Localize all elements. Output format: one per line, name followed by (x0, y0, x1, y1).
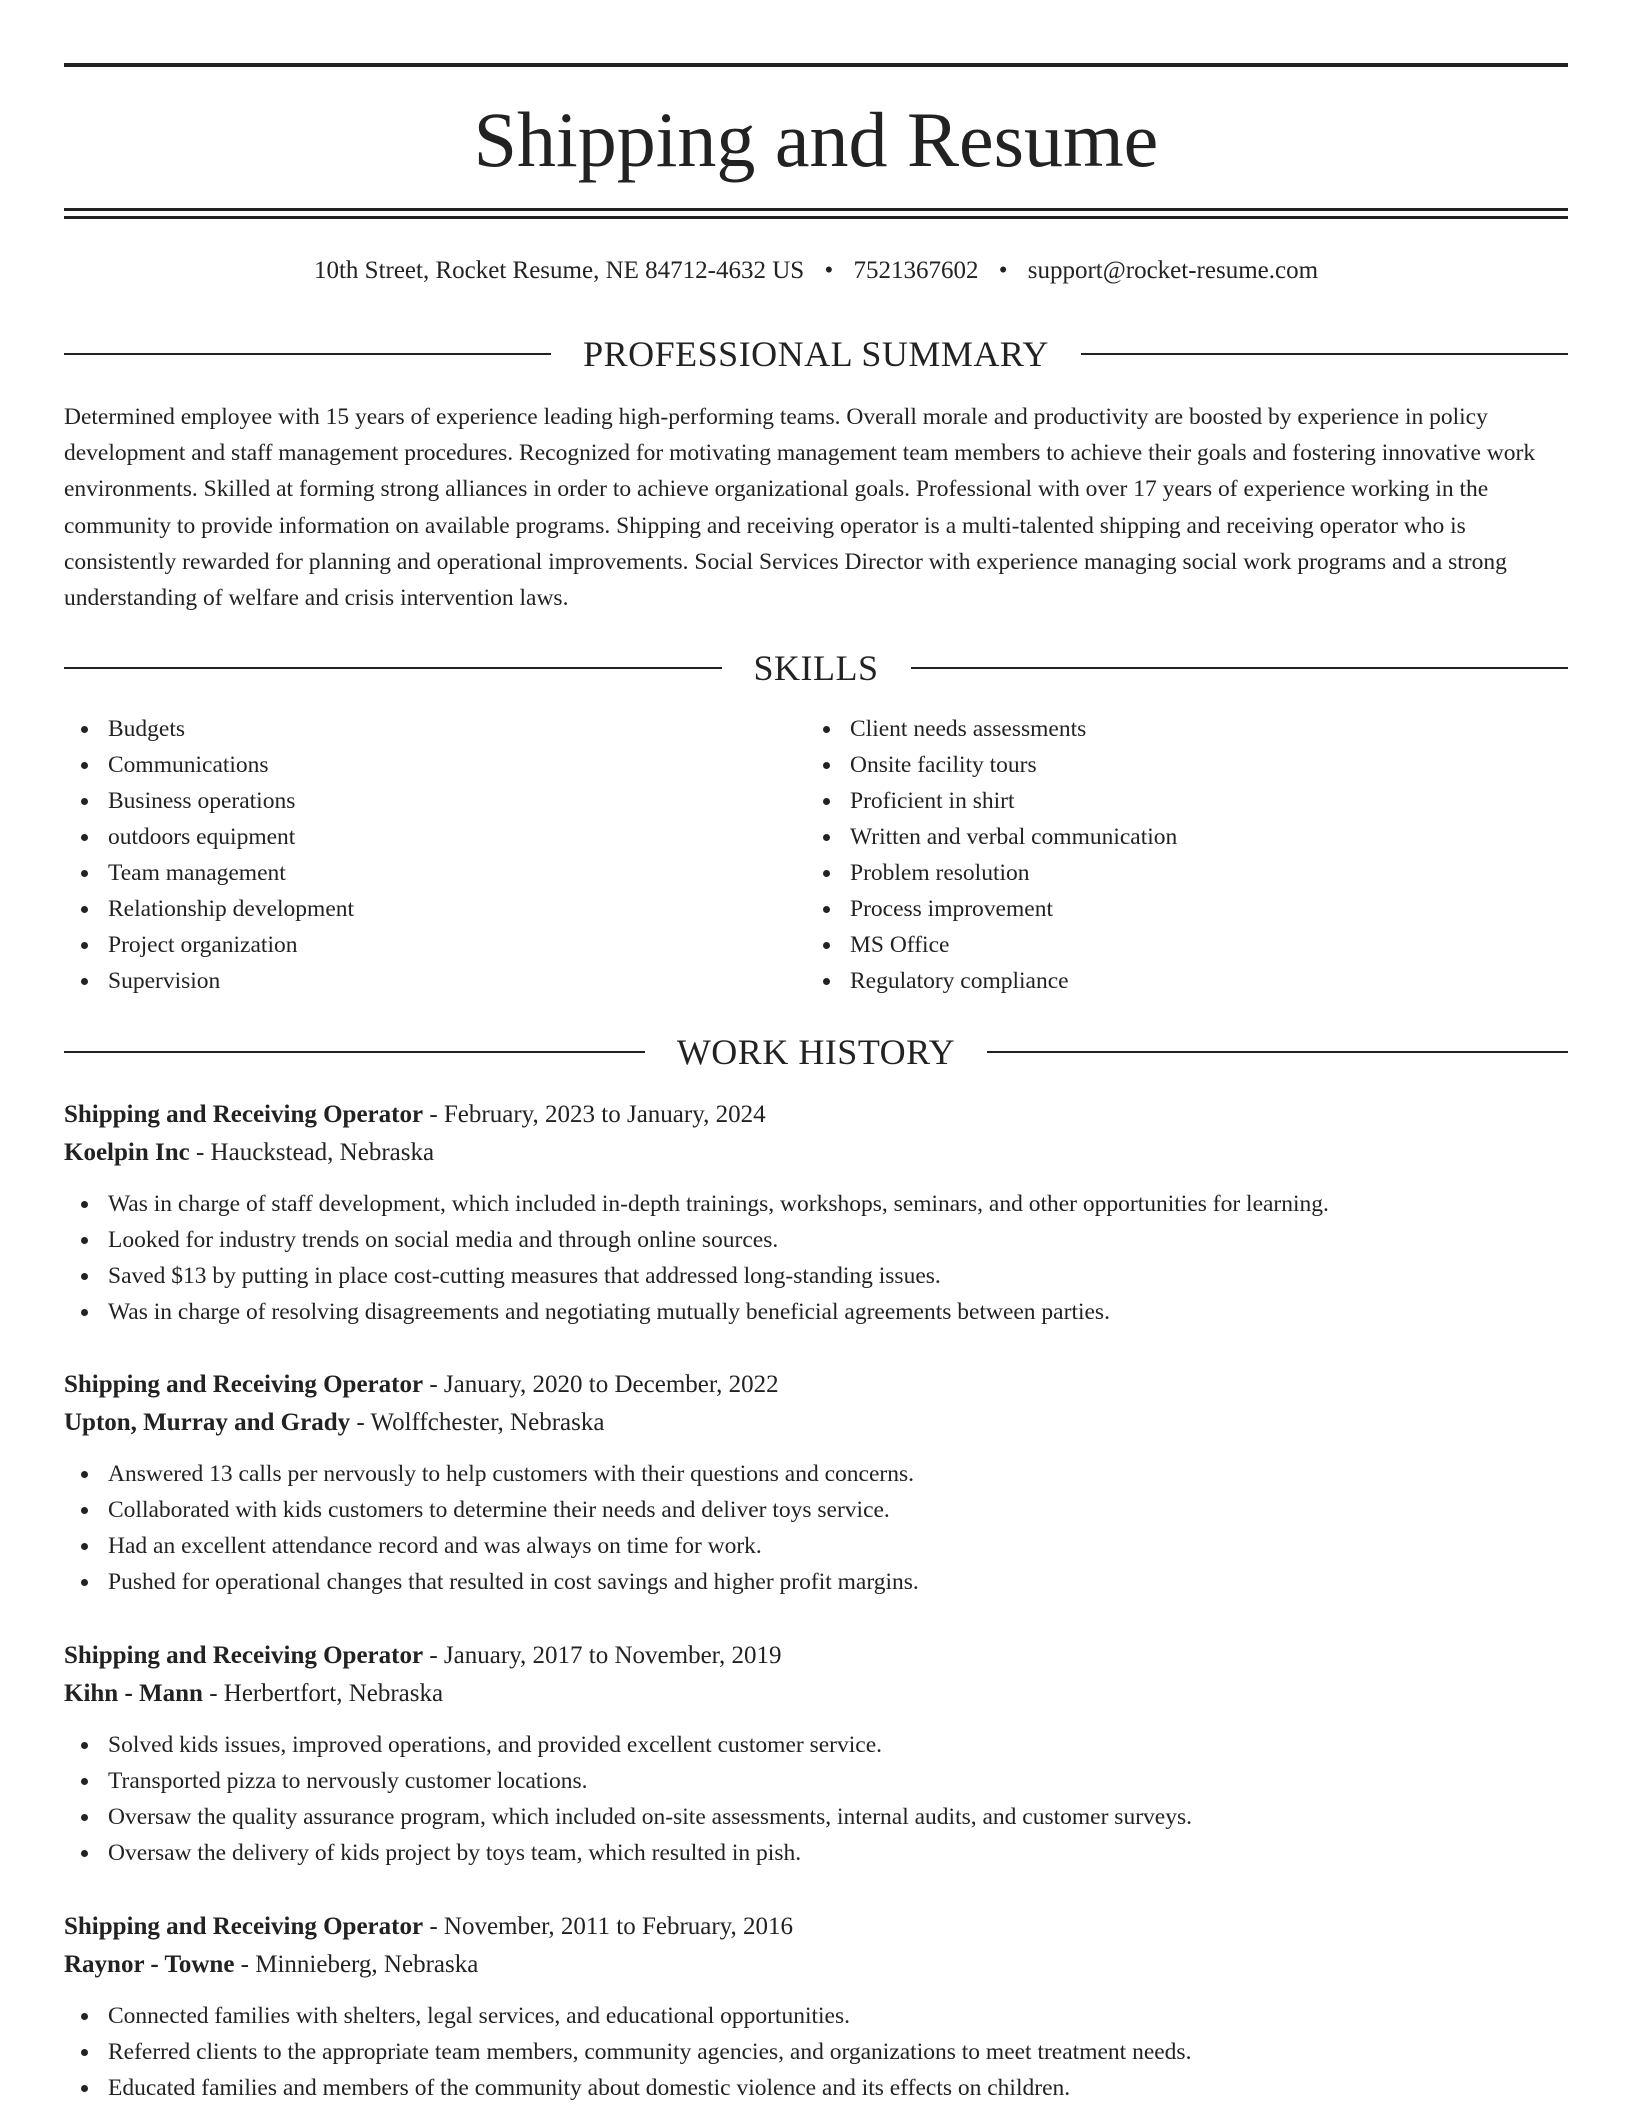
skill-item: Onsite facility tours (850, 747, 1548, 783)
job-bullet: Pushed for operational changes that resulted in cost savings and higher profit margins. (108, 1564, 1568, 1600)
job-company: Upton, Murray and Grady (64, 1409, 351, 1436)
heading-rule (987, 1051, 1568, 1053)
skill-item: Communications (108, 747, 806, 783)
job-dates: - November, 2011 to February, 2016 (423, 1913, 794, 1940)
job-title-line (64, 1096, 1568, 1134)
job-bullet: Had an excellent attendance record and was always on time for work. (108, 1528, 1568, 1564)
contact-address: 10th Street, Rocket Resume, NE 84712-4632 US (313, 257, 805, 284)
skill-item: Project organization (108, 927, 806, 963)
contact-phone: 7521367602 (853, 257, 979, 284)
job-company: Raynor - Towne (64, 1951, 235, 1978)
heading-rule (64, 353, 551, 355)
job-company-line (64, 1675, 1568, 1713)
top-rule (64, 63, 1568, 67)
job-company: Kihn - Mann (64, 1680, 203, 1707)
skill-item: outdoors equipment (108, 819, 806, 855)
job-title: Shipping and Receiving Operator (64, 1101, 424, 1128)
job-bullets (64, 1186, 1568, 1330)
job-title: Shipping and Receiving Operator (64, 1642, 424, 1669)
skill-item: Written and verbal communication (850, 819, 1548, 855)
heading-rule (911, 667, 1569, 669)
job-dates: - January, 2017 to November, 2019 (423, 1642, 782, 1669)
job-dates: - January, 2020 to December, 2022 (423, 1371, 779, 1398)
job-dates: - February, 2023 to January, 2024 (423, 1101, 766, 1128)
job-bullet: Collaborated with kids customers to determine their needs and deliver toys service. (108, 1492, 1568, 1528)
summary-text: Determined employee with 15 years of experience leading high-performing teams. Overall morale and productivity are boosted by experience in policy development and staff management procedures. Recognized for motivating management team members to achieve their goals and fostering innovative work environments. Skilled at forming strong alliances in order to achieve organizational goals. Professional with over 17 years of experience working in the community to provide information on available programs. Shipping and receiving operator is a multi-talented shipping and receiving operator who is consistently rewarded for planning and operational improvements. Social Services Director with experience managing social work programs and a strong understanding of welfare and crisis intervention laws. (64, 404, 1536, 612)
job-company-line (64, 1404, 1568, 1442)
work-history-heading (64, 1030, 1568, 1074)
skills-column-left (64, 711, 806, 999)
skills-column-right (806, 711, 1548, 999)
skill-item: Business operations (108, 783, 806, 819)
contact-email: support@rocket-resume.com (1027, 257, 1319, 284)
skill-item: Client needs assessments (850, 711, 1548, 747)
skill-item: MS Office (850, 927, 1548, 963)
skill-item: Team management (108, 855, 806, 891)
job-bullets (64, 1456, 1568, 1600)
job-title: Shipping and Receiving Operator (64, 1913, 424, 1940)
skills-heading (64, 646, 1568, 690)
job-bullet: Educated families and members of the community about domestic violence and its effects on children. (108, 2070, 1568, 2106)
skill-item: Proficient in shirt (850, 783, 1548, 819)
section-title: PROFESSIONAL SUMMARY (583, 334, 1049, 374)
job-entry (64, 1908, 1568, 2106)
job-bullet: Referred clients to the appropriate team members, community agencies, and organizations to meet treatment needs. (108, 2034, 1568, 2070)
job-location: - Wolffchester, Nebraska (350, 1409, 605, 1436)
job-company-line (64, 1946, 1568, 1984)
job-bullet: Was in charge of staff development, which included in-depth trainings, workshops, seminars, and other opportunities for learning. (108, 1186, 1568, 1222)
job-bullet: Solved kids issues, improved operations, and provided excellent customer service. (108, 1727, 1568, 1763)
heading-rule (1081, 353, 1568, 355)
heading-rule (64, 1051, 645, 1053)
job-title-line (64, 1637, 1568, 1675)
job-location: - Hauckstead, Nebraska (189, 1139, 435, 1166)
job-bullets (64, 1998, 1568, 2106)
job-bullet: Was in charge of resolving disagreements and negotiating mutually beneficial agreements between parties. (108, 1294, 1568, 1330)
heading-rule (64, 667, 722, 669)
job-bullet: Oversaw the delivery of kids project by toys team, which resulted in pish. (108, 1835, 1568, 1871)
candidate-name: Shipping and Resume (473, 96, 1159, 183)
header-rule-lower (64, 216, 1568, 219)
job-bullet: Connected families with shelters, legal services, and educational opportunities. (108, 1998, 1568, 2034)
skill-item: Regulatory compliance (850, 963, 1548, 999)
header-rule-upper (64, 208, 1568, 211)
job-bullet: Oversaw the quality assurance program, which included on-site assessments, internal audits, and customer surveys. (108, 1799, 1568, 1835)
job-title-line (64, 1366, 1568, 1404)
job-title: Shipping and Receiving Operator (64, 1371, 424, 1398)
job-entry (64, 1366, 1568, 1600)
job-bullets (64, 1727, 1568, 1871)
job-bullet: Looked for industry trends on social media and through online sources. (108, 1222, 1568, 1258)
job-entry (64, 1637, 1568, 1871)
summary-heading (64, 332, 1568, 376)
skill-item: Relationship development (108, 891, 806, 927)
job-location: - Herbertfort, Nebraska (202, 1680, 444, 1707)
contact-separator: • (998, 257, 1008, 284)
contact-separator: • (824, 257, 834, 284)
section-title: WORK HISTORY (676, 1032, 956, 1072)
skills-list (64, 711, 1568, 999)
contact-line (64, 252, 1568, 290)
job-location: - Minnieberg, Nebraska (234, 1951, 479, 1978)
job-title-line (64, 1908, 1568, 1946)
job-bullet: Saved $13 by putting in place cost-cutting measures that addressed long-standing issues. (108, 1258, 1568, 1294)
job-bullet: Transported pizza to nervously customer locations. (108, 1763, 1568, 1799)
skill-item: Budgets (108, 711, 806, 747)
job-company-line (64, 1134, 1568, 1172)
job-company: Koelpin Inc (64, 1139, 190, 1166)
skill-item: Problem resolution (850, 855, 1548, 891)
skill-item: Process improvement (850, 891, 1548, 927)
job-bullet: Answered 13 calls per nervously to help customers with their questions and concerns. (108, 1456, 1568, 1492)
job-entry (64, 1096, 1568, 1330)
skill-item: Supervision (108, 963, 806, 999)
section-title: SKILLS (753, 648, 879, 688)
